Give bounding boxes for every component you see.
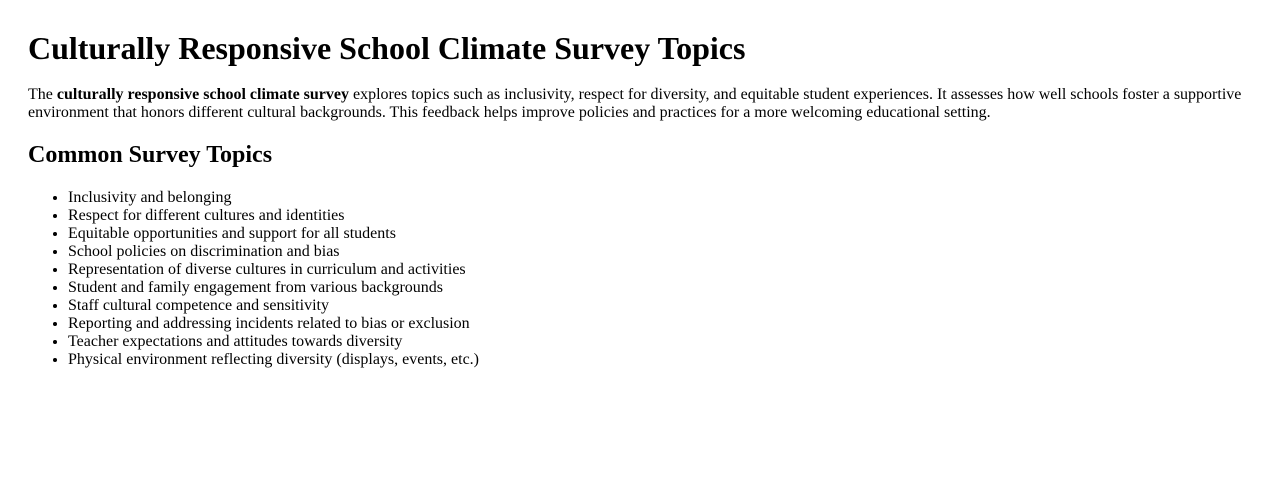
list-item: • Equitable opportunities and support for all students (68, 225, 479, 243)
list-item: • Respect for different cultures and identities (68, 207, 479, 225)
list-item: • Physical environment reflecting diversity (displays, events, etc.) (68, 351, 479, 369)
list-item: • Representation of diverse cultures in curriculum and activities (68, 261, 479, 279)
list-item: • Teacher expectations and attitudes towards diversity (68, 333, 479, 351)
page-title: Culturally Responsive School Climate Survey Topics (28, 30, 746, 66)
intro-suffix: explores topics such as inclusivity, respect for diversity, and equitable student experiences. It assesses how well schools foster a supportive environment that honors different cultural backgrounds. This feedback helps improve policies and practices for a more welcoming educational setting. (28, 86, 1242, 121)
intro-paragraph (28, 86, 1250, 122)
list-item: • Reporting and addressing incidents related to bias or exclusion (68, 315, 479, 333)
list-item: • Staff cultural competence and sensitivity (68, 297, 479, 315)
intro-prefix: The (28, 86, 57, 103)
section-heading: Common Survey Topics (28, 142, 273, 168)
list-item: • Inclusivity and belonging (68, 189, 479, 207)
intro-bold-term: culturally responsive school climate survey (56, 86, 349, 103)
list-item: • Student and family engagement from various backgrounds (68, 279, 479, 297)
topics-list (28, 189, 479, 369)
list-item: • School policies on discrimination and bias (68, 243, 479, 261)
